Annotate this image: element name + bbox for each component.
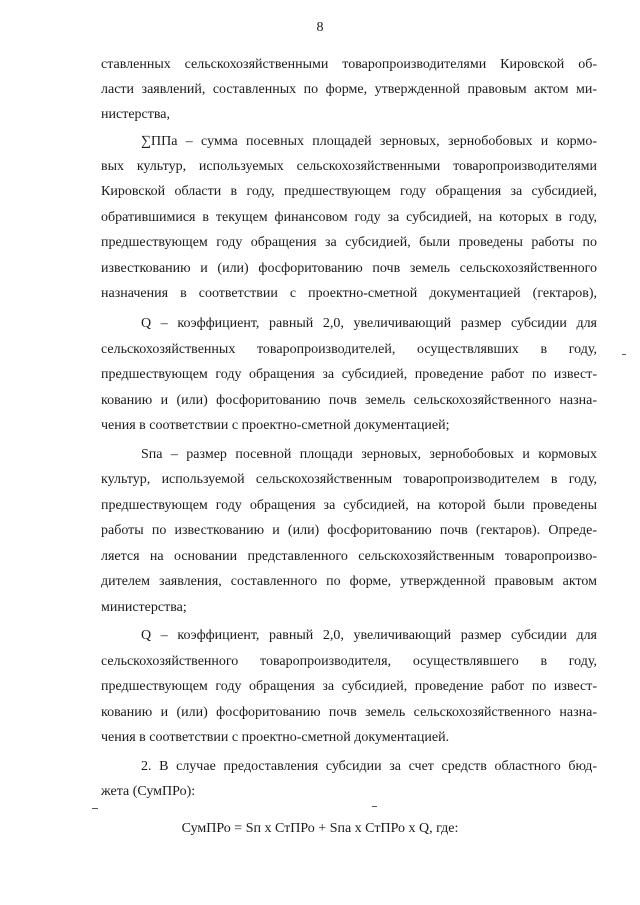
text-line: Sпа – размер посевной площади зерновых, зернобобовых и кормовых bbox=[141, 447, 597, 462]
text-line: Q – коэффициент, равный 2,0, увеличивающий размер субсидии для bbox=[141, 628, 597, 643]
scan-mark bbox=[92, 808, 98, 809]
text-line: сельскохозяйственных товаропроизводителей, осуществлявших в году, bbox=[101, 342, 597, 357]
text-line: чения в соответствии с проектно-сметной документацией; bbox=[101, 418, 450, 433]
text-line: известкованию и (или) фосфоритованию почв земель сельскохозяйственного bbox=[101, 261, 597, 276]
text-line: чения в соответствии с проектно-сметной документацией. bbox=[101, 730, 450, 745]
text-line: нистерства, bbox=[101, 107, 171, 122]
text-line: предшествующем году обращения за субсидией, проведение работ по извест- bbox=[101, 679, 597, 694]
text-line: обратившимися в текущем финансовом году за субсидией, на которых в году, bbox=[101, 210, 597, 225]
formula: СумПРо = Sп х СтПРо + Sпа х СтПРо х Q, где: bbox=[181, 821, 459, 836]
text-line: 2. В случае предоставления субсидии за счет средств областного бюд- bbox=[141, 759, 597, 774]
text-line: предшествующем году обращения за субсидией, были проведены работы по bbox=[101, 235, 597, 250]
page-number: 8 bbox=[316, 20, 324, 35]
text-line: Q – коэффициент, равный 2,0, увеличивающий размер субсидии для bbox=[141, 316, 597, 331]
text-line: предшествующем году обращения за субсидией, проведение работ по извест- bbox=[101, 367, 597, 382]
text-line: ляется на основании представленного сельскохозяйственным товаропроизво- bbox=[101, 549, 597, 564]
text-line: Кировской области в году, предшествующем году обращения за субсидией, bbox=[101, 184, 597, 199]
text-line: жета (СумПРо): bbox=[101, 784, 196, 799]
text-line: работы по известкованию и (или) фосфоритованию почв (гектаров). Опреде- bbox=[101, 523, 597, 538]
text-line: кованию и (или) фосфоритованию почв земель сельскохозяйственного назна- bbox=[101, 705, 597, 720]
text-line: ∑ППа – сумма посевных площадей зерновых, зернобобовых и кормо- bbox=[141, 134, 597, 149]
text-line: культур, используемой сельскохозяйственным товаропроизводителем в году, bbox=[101, 472, 597, 487]
text-line: назначения в соответствии с проектно-сметной документацией (гектаров), bbox=[101, 286, 597, 301]
text-line: кованию и (или) фосфоритованию почв земель сельскохозяйственного назна- bbox=[101, 393, 597, 408]
text-line: вых культур, используемых сельскохозяйственными товаропроизводителями bbox=[101, 159, 597, 174]
scan-mark bbox=[372, 806, 377, 807]
text-line: сельскохозяйственного товаропроизводителя, осуществлявшего в году, bbox=[101, 654, 597, 669]
text-line: предшествующем году обращения за субсидией, на которой были проведены bbox=[101, 498, 597, 513]
text-line: дителем заявления, составленного по форме, утвержденной правовым актом bbox=[101, 574, 597, 589]
text-line: ставленных сельскохозяйственными товаропроизводителями Кировской об- bbox=[101, 57, 597, 72]
scan-mark bbox=[622, 354, 626, 355]
text-line: ласти заявлений, составленных по форме, утвержденной правовым актом ми- bbox=[101, 82, 597, 97]
text-line: министерства; bbox=[101, 600, 187, 615]
